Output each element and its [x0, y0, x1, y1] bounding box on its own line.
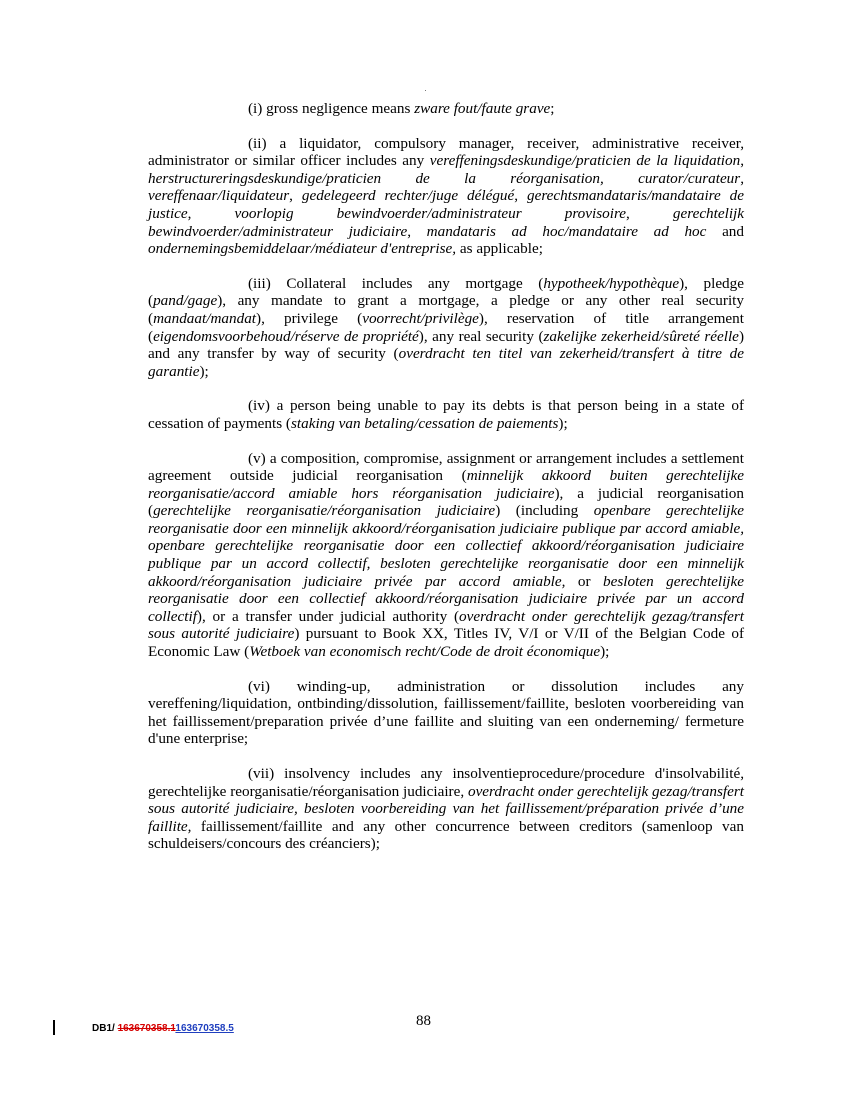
- document-id: [92, 1023, 234, 1034]
- italic-term: gerechtelijke reorganisatie/réorganisation judiciaire: [153, 502, 496, 520]
- paragraph-text: ,: [740, 152, 745, 170]
- body-text: [148, 100, 744, 870]
- italic-term: openbare gerechtelijke reorganisatie door een minnelijk akkoord/réorganisation judiciaire publique par accord amiable, openbare gerechtelijke reorganisatie door een collectief akkoord/réorganisation judiciaire publique par un accord collectif, besloten gerechtelijke reorganisatie door een minnelijk akkoord/réorganisation judiciaire privée par accord amiable,: [148, 502, 745, 590]
- definition-paragraph: [148, 450, 744, 661]
- document-id-inserted: 163670358.5: [175, 1023, 234, 1034]
- italic-term: staking van betaling/cessation de paiements: [290, 414, 559, 432]
- italic-term: overdracht onder gerechtelijk gezag/transfert sous autorité judiciaire: [148, 607, 744, 643]
- paragraph-text: as applicable;: [456, 240, 543, 258]
- paragraph-text: and: [706, 222, 744, 240]
- speck-mark: [425, 90, 426, 91]
- italic-term: overdracht onder gerechtelijk gezag/transfert sous autorité judiciaire, besloten voorbereiding van het faillissement/préparation privée d’une faillite,: [148, 782, 744, 835]
- paragraph-text: ), privilege (: [256, 309, 363, 327]
- italic-term: voorrecht/privilège: [362, 309, 479, 327]
- paragraph-text: ,: [514, 187, 527, 205]
- paragraph-text: ), pledge (: [148, 274, 744, 310]
- definition-paragraph: [148, 678, 744, 748]
- italic-term: Wetboek van economisch recht/Code de droit économique: [249, 643, 601, 661]
- italic-term: mandataris ad hoc/mandataire ad hoc: [426, 222, 707, 240]
- paragraph-text: ;: [550, 100, 555, 117]
- paragraph-text: ,: [740, 169, 744, 187]
- paragraph-text: ), any mandate to grant a mortgage, a pledge or any other real security (: [148, 292, 744, 327]
- paragraph-text: ), reservation of title arrangement (: [148, 309, 744, 345]
- paragraph-text: insolvency includes any insolventieprocedure/procedure d'insolvabilité, gerechtelijke reorganisatie/réorganisation judiciaire,: [148, 765, 744, 800]
- italic-term: minnelijk akkoord buiten gerechtelijke reorganisatie/accord amiable hors réorganisation judiciaire: [148, 467, 744, 502]
- italic-term: voorlopig bewindvoerder/administrateur provisoire: [234, 204, 627, 222]
- definition-paragraph: [148, 275, 744, 381]
- paragraph-text: ,: [289, 187, 302, 205]
- italic-term: hypotheek/hypothèque: [543, 274, 680, 292]
- italic-term: vereffeningsdeskundige/praticien de la liquidation: [429, 152, 741, 170]
- italic-term: mandaat/mandat: [153, 309, 257, 327]
- italic-term: besloten gerechtelijke reorganisatie door een collectief akkoord/réorganisation judiciaire privée par un accord collectif: [148, 572, 744, 625]
- paragraph-text: or: [565, 572, 604, 590]
- italic-term: vereffenaar/liquidateur: [148, 187, 290, 205]
- paragraph-marker: (vi): [248, 677, 270, 695]
- paragraph-text: );: [199, 362, 209, 380]
- italic-term: gerechtsmandataris/mandataire de justice: [148, 187, 745, 222]
- paragraph-marker: (iv): [248, 397, 270, 415]
- paragraph-text: ,: [626, 204, 673, 222]
- paragraph-marker: (ii): [248, 134, 267, 152]
- italic-term: pand/gage: [153, 292, 218, 310]
- paragraph-text: a person being unable to pay its debts is that person being in a state of cessation of payments (: [148, 397, 744, 432]
- italic-term: overdracht ten titel van zekerheid/transfert à titre de garantie: [148, 345, 745, 380]
- document-id-deleted: 163670358.1: [117, 1023, 176, 1034]
- italic-term: herstructureringsdeskundige/praticien de la réorganisation, curator/curateur: [148, 169, 741, 187]
- paragraph-text: winding-up, administration or dissolution includes any vereffening/liquidation, ontbinding/dissolution, faillissement/faillite, besloten voorbereiding van het faillissement/preparation privée d’une faillite and sluiting van een onderneming/ fermeture d'une enterprise;: [148, 677, 744, 748]
- definition-paragraph: [148, 100, 744, 118]
- paragraph-text: ) pursuant to Book XX, Titles IV, V/I or V/II of the Belgian Code of Economic Law (: [148, 625, 744, 661]
- paragraph-text: ), a judicial reorganisation (: [148, 484, 744, 520]
- italic-term: ondernemingsbemiddelaar/médiateur d'entreprise,: [148, 240, 457, 258]
- paragraph-text: Collateral includes any mortgage (: [270, 274, 544, 292]
- paragraph-marker: (v): [248, 449, 266, 467]
- paragraph-text: ), any real security (: [418, 327, 544, 345]
- paragraph-marker: (iii): [248, 274, 271, 292]
- document-id-prefix: DB1/: [92, 1023, 118, 1034]
- page-number: 88: [416, 1013, 431, 1029]
- definition-paragraph: [148, 135, 744, 258]
- paragraph-text: );: [558, 414, 568, 432]
- paragraph-text: a composition, compromise, assignment or arrangement includes a settlement agreement outside judicial reorganisation (: [148, 449, 744, 485]
- change-bar: [53, 1020, 55, 1035]
- definition-paragraph: [148, 397, 744, 432]
- italic-term: zakelijke zekerheid/sûreté réelle: [543, 327, 739, 345]
- italic-term: gedelegeerd rechter/juge délégué: [301, 187, 515, 205]
- italic-term: gerechtelijk bewindvoerder/administrateur judiciaire: [148, 204, 745, 240]
- definition-paragraph: [148, 765, 744, 853]
- italic-term: zware fout/faute grave: [414, 100, 551, 117]
- paragraph-text: ), or a transfer under judicial authority (: [196, 607, 460, 625]
- paragraph-text: ) and any transfer by way of security (: [148, 327, 744, 363]
- italic-term: eigendomsvoorbehoud/réserve de propriété: [153, 327, 419, 345]
- paragraph-text: ) (including: [495, 502, 594, 520]
- paragraph-marker: (vii): [248, 765, 275, 782]
- paragraph-text: );: [600, 643, 610, 661]
- paragraph-marker: (i): [248, 100, 263, 117]
- paragraph-text: a liquidator, compulsory manager, receiver, administrative receiver, administrator or similar officer includes any: [148, 134, 744, 170]
- paragraph-text: gross negligence means: [262, 100, 415, 117]
- paragraph-text: ,: [187, 204, 235, 222]
- paragraph-text: ,: [407, 222, 427, 240]
- paragraph-text: faillissement/faillite and any other concurrence between creditors (samenloop van schuldeisers/concours des créanciers);: [148, 817, 744, 853]
